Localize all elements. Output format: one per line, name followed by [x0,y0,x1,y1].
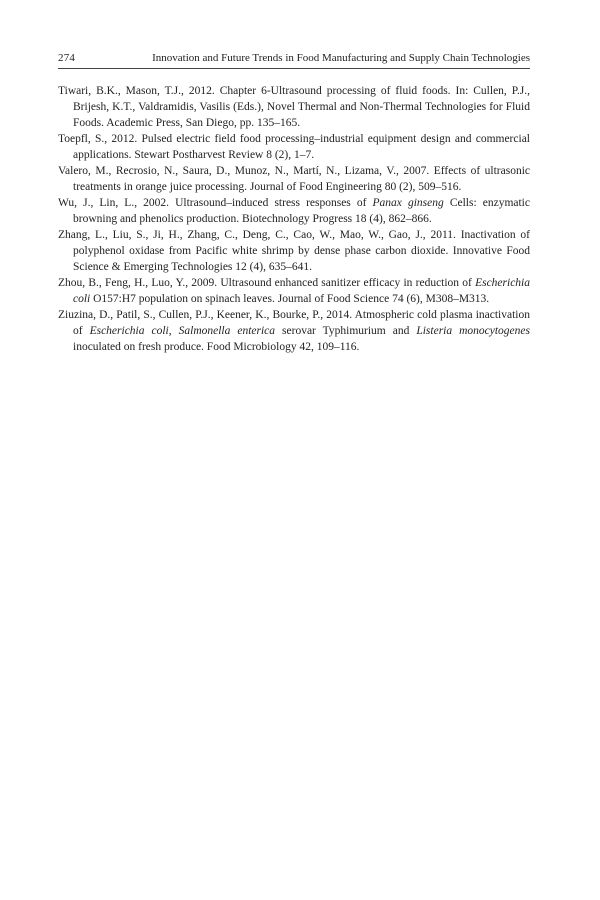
reference-entry [58,195,530,227]
reference-text: Toepfl, S., 2012. Pulsed electric field food processing–industrial equipment design and commercial applications. Stewart Postharvest Review 8 (2), 1–7. [58,133,530,161]
reference-text: O157:H7 population on spinach leaves. Journal of Food Science 74 (6), M308–M313. [90,293,490,305]
reference-text: Cells: enzymatic browning and phenolics production. Biotechnology Progress 18 (4), 862–866. [73,197,530,225]
reference-text: inoculated on fresh produce. Food Microbiology 42, 109–116. [73,341,360,353]
page [58,52,530,355]
reference-entry [58,227,530,275]
running-title: Innovation and Future Trends in Food Manufacturing and Supply Chain Technologies [152,52,530,64]
reference-text: Wu, J., Lin, L., 2002. Ultrasound–induced stress responses of [58,197,373,209]
reference-italic-text: Escherichia coli [73,277,530,305]
reference-entry [58,163,530,195]
reference-list [58,83,530,355]
reference-entry [58,83,530,131]
reference-text: Ziuzina, D., Patil, S., Cullen, P.J., Keener, K., Bourke, P., 2014. Atmospheric cold plasma inactivation of [58,309,530,337]
reference-italic-text: Escherichia coli [89,325,169,337]
reference-italic-text: Salmonella enterica [178,325,276,337]
reference-text: Tiwari, B.K., Mason, T.J., 2012. Chapter 6-Ultrasound processing of fluid foods. In: Cullen, P.J., Brijesh, K.T., Valdramidis, Vasilis (Eds.), Novel Thermal and Non-Thermal Technologies for Fluid Foods. Academic Press, San Diego, pp. 135–165. [58,85,530,129]
reference-italic-text: Panax ginseng [372,197,444,209]
reference-text: Zhou, B., Feng, H., Luo, Y., 2009. Ultrasound enhanced sanitizer efficacy in reduction of [58,277,476,289]
reference-entry [58,131,530,163]
running-header [58,52,530,69]
reference-text: serovar Typhimurium and [275,325,417,337]
reference-entry [58,307,530,355]
reference-entry [58,275,530,307]
page-number: 274 [58,52,76,64]
reference-italic-text: Listeria monocytogenes [416,325,530,337]
reference-text: Valero, M., Recrosio, N., Saura, D., Munoz, N., Martí, N., Lizama, V., 2007. Effects of ultrasonic treatments in orange juice processing. Journal of Food Engineering 80 (2), 509–516. [58,165,530,193]
reference-text: Zhang, L., Liu, S., Ji, H., Zhang, C., Deng, C., Cao, W., Mao, W., Gao, J., 2011. Inactivation of polyphenol oxidase from Pacific white shrimp by dense phase carbon dioxide. Innovative Food Science & Emerging Technologies 12 (4), 635–641. [58,229,530,273]
reference-text: , [168,325,179,337]
